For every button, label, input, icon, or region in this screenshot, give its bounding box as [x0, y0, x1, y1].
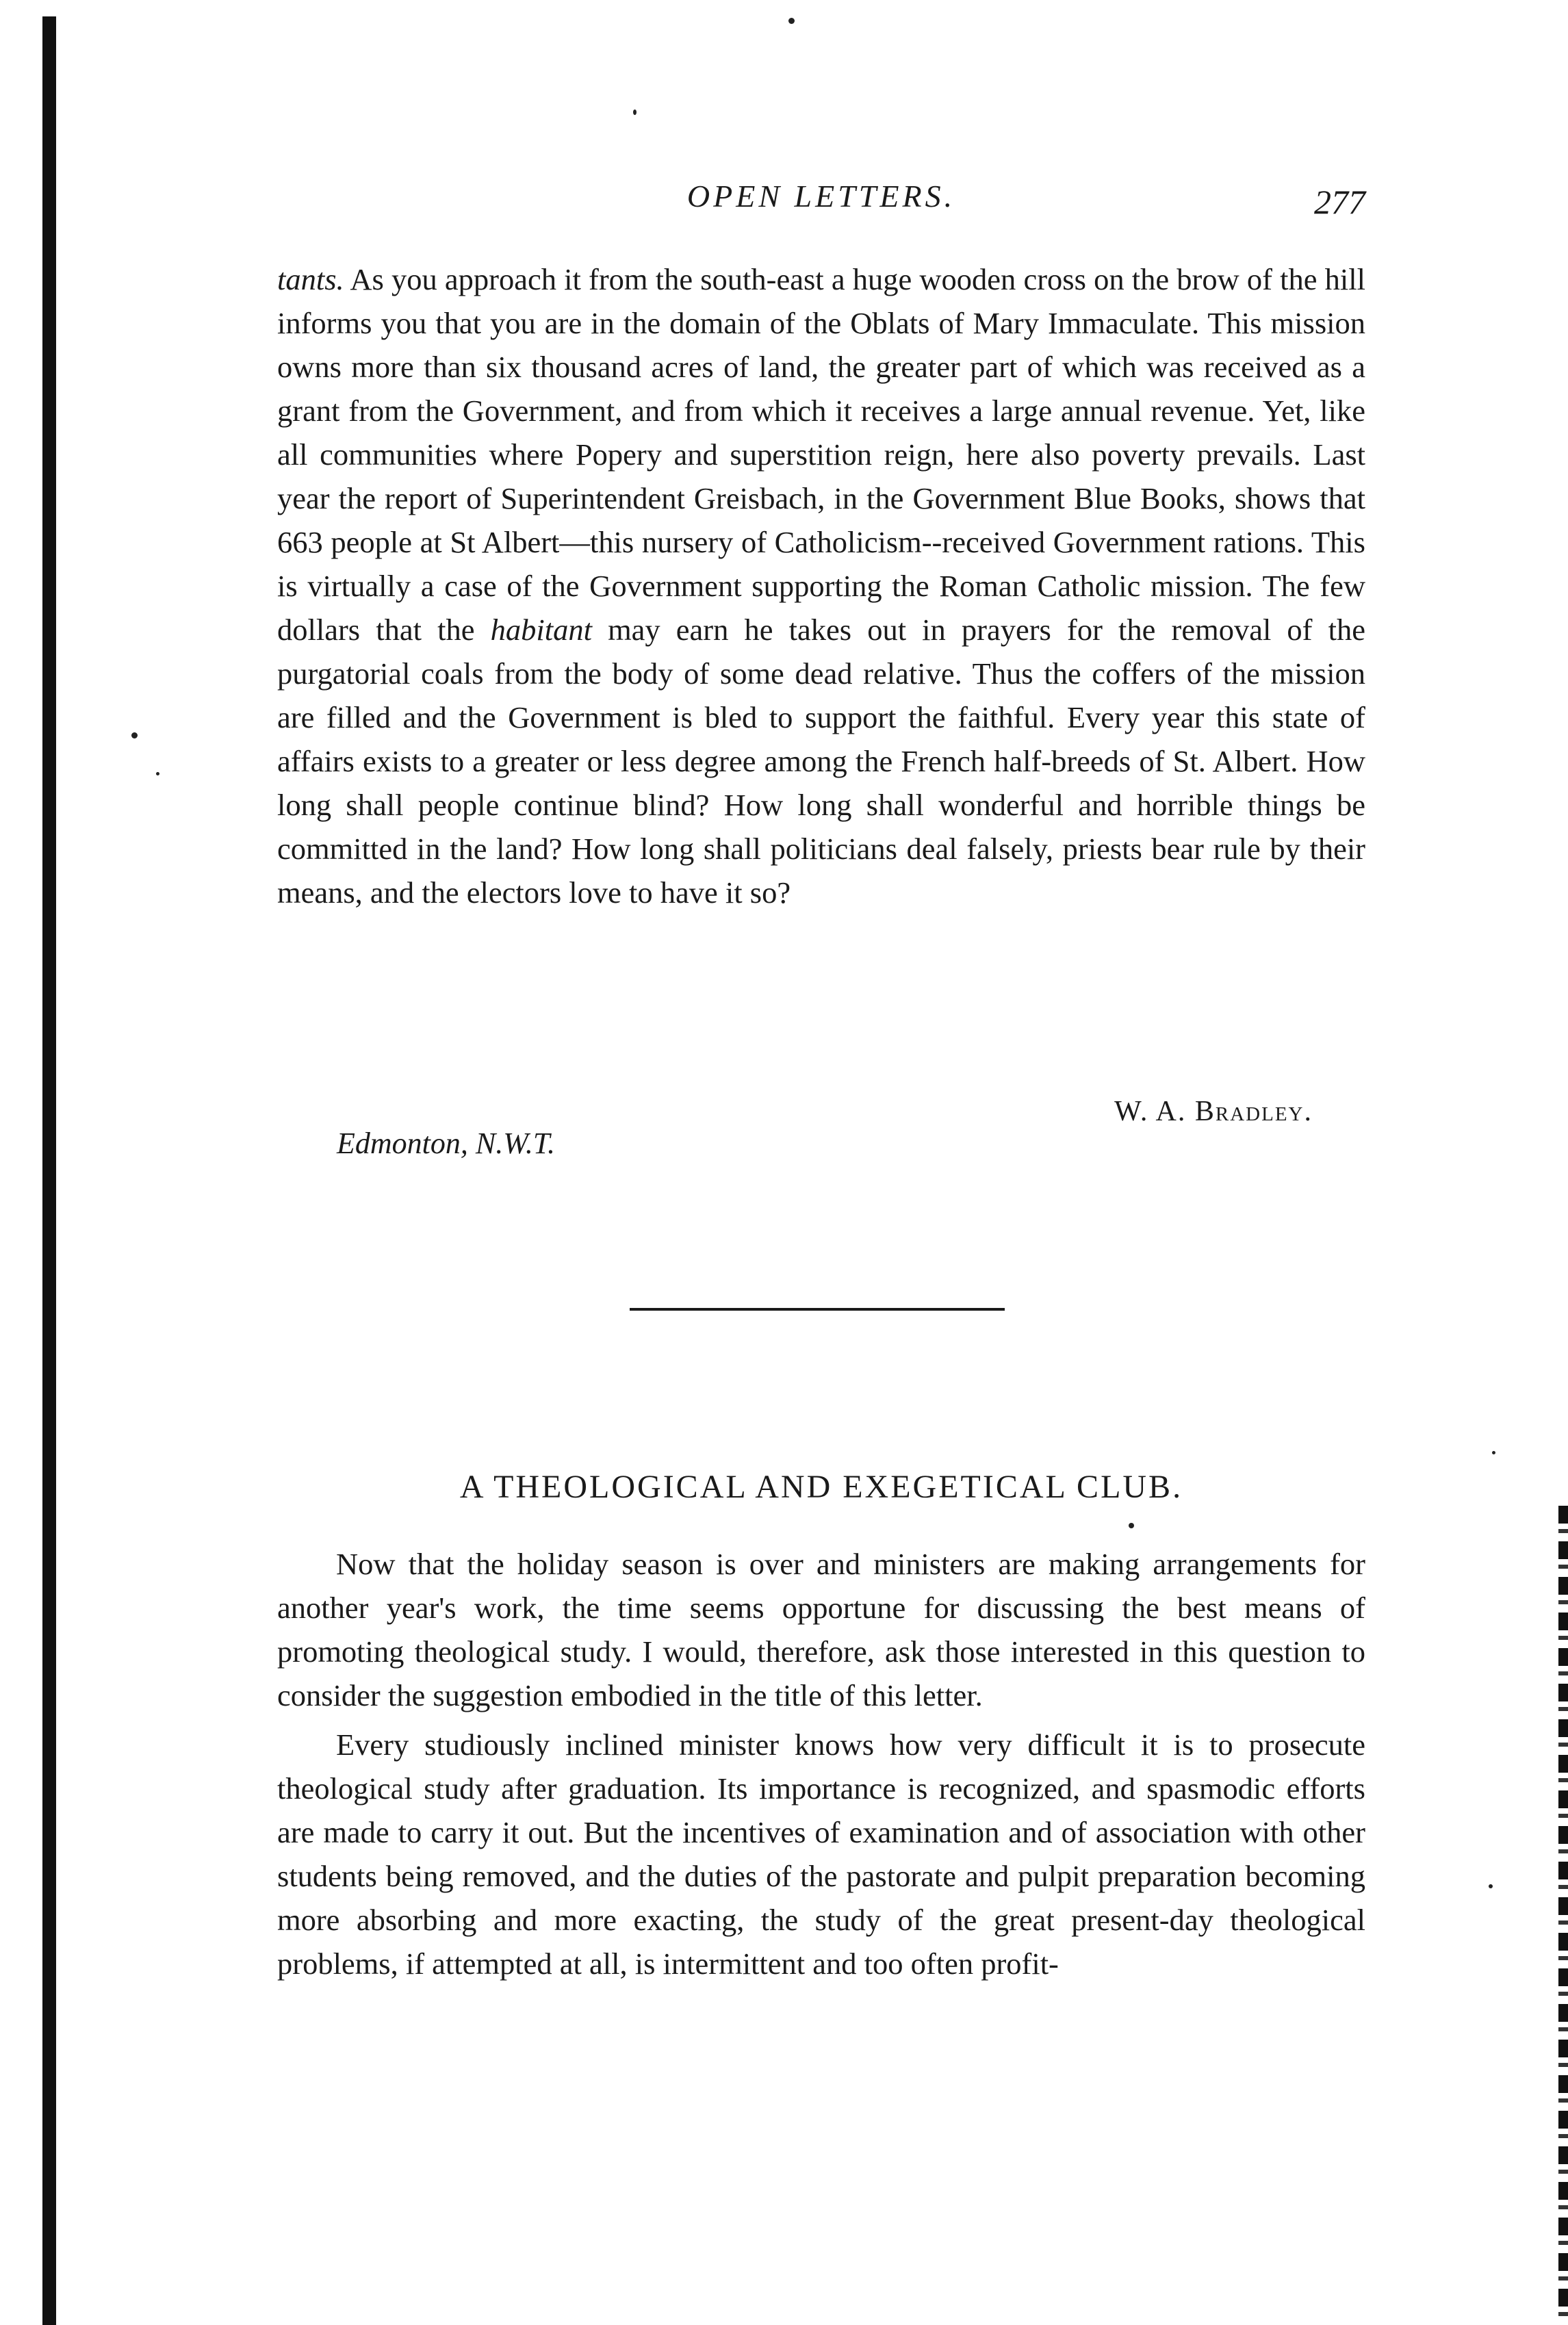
print-speck [1492, 1451, 1495, 1454]
print-speck [1489, 1884, 1493, 1888]
print-speck [633, 110, 637, 115]
letter-one-body [277, 257, 1365, 914]
text-fragment: As you approach it from the south-east a huge wooden cross on the brow of the hill informs you that you are in the domain of the Oblats of Mary Immaculate. This mission owns more than six thousand acres of land, the greater part of which was received as a grant from the Government, and from which it receives a large annual revenue. Yet, like all communities where Popery and superstition reign, here also poverty prevails. Last year the report of Superintendent Greisbach, in the Government Blue Books, shows that 663 people at St Albert—this nursery of Catholicism--received Government rations. This is virtually a case of the Government supporting the Roman Catholic mission. The few dollars that the [277, 262, 1365, 647]
letter-place: Edmonton, N.W.T. [337, 1127, 556, 1160]
letter-signature: W. A. Bradley. [1114, 1096, 1313, 1127]
letter-one-paragraph [277, 257, 1365, 914]
print-speck [156, 772, 159, 775]
letter-two-body [277, 1542, 1365, 1986]
print-speck [131, 732, 138, 738]
letter-two-paragraph: Every studiously inclined minister knows how very difficult it is to prosecute theological study after graduation. Its importance is recognized, and spasmodic efforts are made to carry it out. But the incentives of examination and of association with other students being removed, and the duties of the pastorate and pulpit preparation becoming more absorbing and more exacting, the study of the great present-day theological problems, if attempted at all, is intermittent and too often profit- [277, 1727, 1365, 1981]
section-divider [630, 1308, 1005, 1311]
italic-term-habitant: habitant [490, 613, 592, 647]
italic-fragment: tants. [277, 262, 344, 296]
text-fragment: may earn he takes out in prayers for the removal of the purgatorial coals from the body of some dead relative. Thus the coffers of the mission are filled and the Government is bled to support the faithful. Every year this state of affairs exists to a greater or less degree among the French half-breeds of St. Albert. How long shall people continue blind? How long shall wonderful and horrible things be committed in the land? How long shall politicians deal falsely, priests bear rule by their means, and the electors love to have it so? [277, 613, 1365, 910]
print-speck [788, 18, 795, 24]
section-heading: A THEOLOGICAL AND EXEGETICAL CLUB. [459, 1469, 1183, 1505]
page-number: 277 [1314, 183, 1365, 221]
letter-two-paragraph: Now that the holiday season is over and ministers are making arrangements for another year's work, the time seems opportune for discussing the best means of promoting theological study. I would, therefore, ask those interested in this question to consider the suggestion embodied in the title of this letter. [277, 1547, 1365, 1712]
print-speck [1129, 1523, 1134, 1528]
binding-edge [42, 16, 56, 2325]
running-title: OPEN LETTERS. [686, 179, 956, 214]
running-head [277, 174, 1365, 222]
scan-edge-noise [1558, 1506, 1568, 2320]
